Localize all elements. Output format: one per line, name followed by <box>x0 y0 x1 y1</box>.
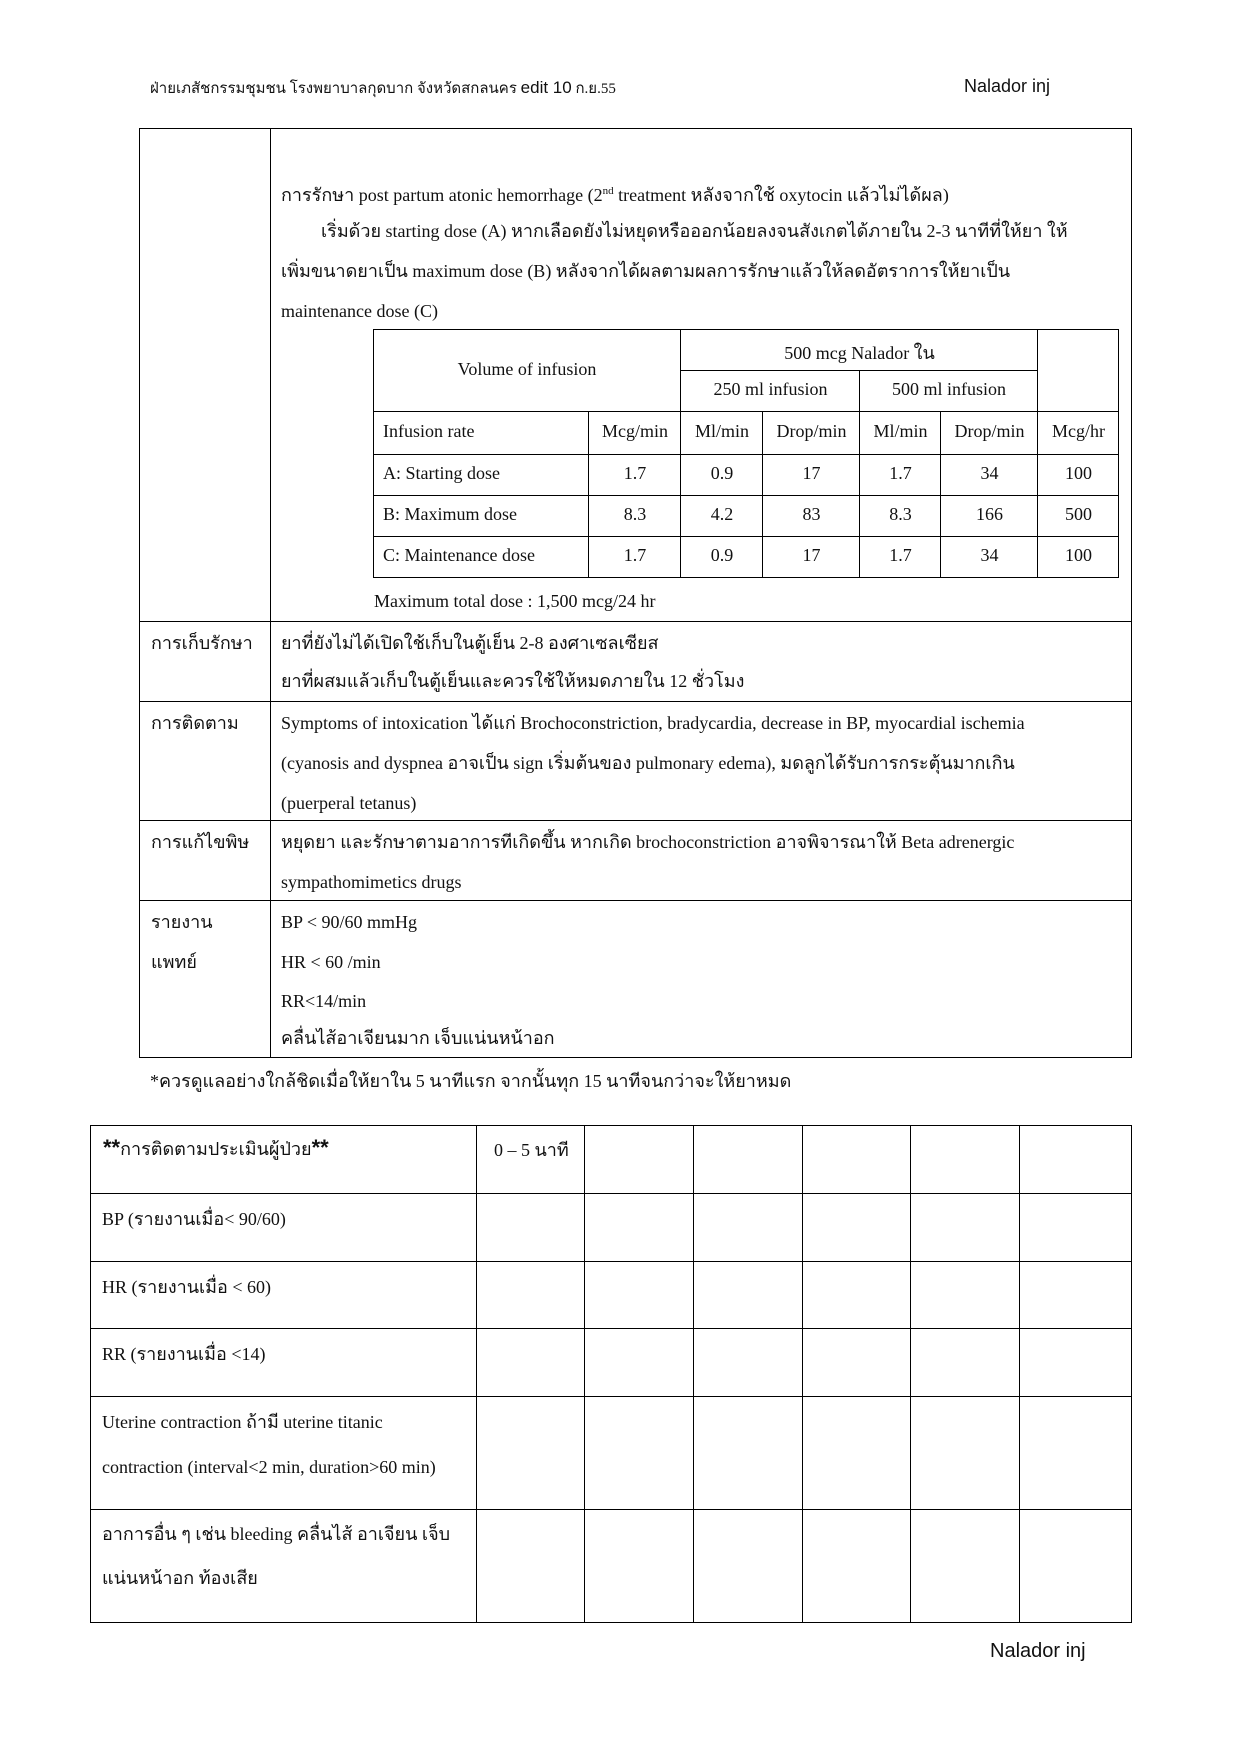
report-label-2: แพทย์ <box>151 952 197 972</box>
dose-cell: 0.9 <box>710 545 734 565</box>
antidote-label: การแก้ไขพิษ <box>151 832 250 852</box>
page-header-right: Nalador inj <box>964 76 1051 96</box>
column-divider <box>270 129 271 1057</box>
col-header-drop-min-250: Drop/min <box>776 421 847 441</box>
row-divider <box>140 621 1131 622</box>
col-header-mcg-hr: Mcg/hr <box>1052 421 1105 441</box>
assessment-row-rr: RR (รายงานเมื่อ <14) <box>102 1344 266 1364</box>
col-header-mcg-min: Mcg/min <box>602 421 668 441</box>
dose-row-label: C: Maintenance dose <box>383 545 535 565</box>
infusion-500-header: 500 ml infusion <box>891 379 1006 399</box>
assessment-row-hr: HR (รายงานเมื่อ < 60) <box>102 1277 271 1297</box>
col-header-drop-min-500: Drop/min <box>954 421 1025 441</box>
close-monitoring-note: *ควรดูแลอย่างใกล้ชิดเมื่อให้ยาใน 5 นาทีแรก จากนั้นทุก 15 นาทีจนกว่าจะให้ยาหมด <box>150 1071 792 1091</box>
page-footer: Nalador inj <box>990 1640 1086 1662</box>
treatment-line-1: การรักษา post partum atonic hemorrhage (2nd treatment หลังจากใช้ oxytocin แล้วไม่ได้ผล) <box>281 185 949 205</box>
assessment-row-other-1: อาการอื่น ๆ เช่น bleeding คลื่นไส้ อาเจียน เจ็บ <box>102 1524 451 1544</box>
dose-cell: 34 <box>980 545 999 565</box>
monitoring-label: การติดตาม <box>151 713 239 733</box>
dose-cell: 1.7 <box>889 545 912 565</box>
dose-cell: 17 <box>802 463 821 483</box>
assessment-row-other-2: แน่นหน้าอก ท้องเสีย <box>102 1568 258 1588</box>
report-item-symptoms: คลื่นไส้อาเจียนมาก เจ็บแน่นหน้าอก <box>281 1028 555 1048</box>
report-label-1: รายงาน <box>151 912 213 932</box>
dose-cell: 1.7 <box>623 463 647 483</box>
dose-cell: 34 <box>980 463 999 483</box>
storage-line-2: ยาที่ผสมแล้วเก็บในตู้เย็นและควรใช้ให้หมดภายใน 12 ชั่วโมง <box>281 671 745 691</box>
assessment-row-bp: BP (รายงานเมื่อ< 90/60) <box>102 1209 286 1229</box>
row-divider <box>140 701 1131 702</box>
max-total-dose: Maximum total dose : 1,500 mcg/24 hr <box>374 591 656 611</box>
report-item-rr: RR<14/min <box>281 991 367 1011</box>
infusion-250-header: 250 ml infusion <box>713 379 828 399</box>
header-edit: edit 10 <box>520 78 572 97</box>
dose-cell: 4.2 <box>710 504 734 524</box>
dose-cell: 1.7 <box>889 463 912 483</box>
storage-label: การเก็บรักษา <box>151 633 253 653</box>
dose-cell: 83 <box>802 504 821 524</box>
dose-cell: 100 <box>1065 545 1092 565</box>
treatment-line-3: เพิ่มขนาดยาเป็น maximum dose (B) หลังจากได้ผลตามผลการรักษาแล้วให้ลดอัตราการให้ยาเป็น <box>281 261 1011 281</box>
monitoring-line-3: (puerperal tetanus) <box>281 793 417 813</box>
dose-cell: 8.3 <box>623 504 647 524</box>
dose-row-label: B: Maximum dose <box>383 504 517 524</box>
dose-cell: 8.3 <box>889 504 912 524</box>
col-header-ml-min-500: Ml/min <box>873 421 928 441</box>
volume-of-infusion-header: Volume of infusion <box>457 359 597 379</box>
monitoring-line-1: Symptoms of intoxication ได้แก่ Brochoconstriction, bradycardia, decrease in BP, myocardial ischemia <box>281 713 1025 733</box>
assessment-row-uterine-2: contraction (interval<2 min, duration>60 min) <box>102 1457 436 1477</box>
monitoring-line-2: (cyanosis and dyspnea อาจเป็น sign เริ่มต้นของ pulmonary edema), มดลูกได้รับการกระตุ้นมากเกิน <box>281 753 1015 773</box>
treatment-line-2: เริ่มด้วย starting dose (A) หากเลือดยังไม่หยุดหรือออกน้อยลงจนสังเกตได้ภายใน 2-3 นาทีที่ให้ยา ให้ <box>321 221 1068 241</box>
antidote-line-2: sympathomimetics drugs <box>281 872 462 892</box>
dose-cell: 17 <box>802 545 821 565</box>
col-header-infusion-rate: Infusion rate <box>383 421 475 441</box>
header-date: ก.ย.55 <box>575 81 616 97</box>
treatment-line-4: maintenance dose (C) <box>281 301 438 321</box>
dose-cell: 1.7 <box>623 545 647 565</box>
dose-row-label: A: Starting dose <box>383 463 500 483</box>
report-item-bp: BP < 90/60 mmHg <box>281 912 418 932</box>
assessment-row-uterine-1: Uterine contraction ถ้ามี uterine titanic <box>102 1412 383 1432</box>
row-divider <box>140 820 1131 821</box>
dose-cell: 166 <box>976 504 1003 524</box>
antidote-line-1: หยุดยา และรักษาตามอาการทีเกิดขึ้น หากเกิด brochoconstriction อาจพิจารณาให้ Beta adrenergic <box>281 832 1015 852</box>
patient-assessment-table <box>90 1125 1132 1623</box>
nalador-group-header: 500 mcg Nalador ใน <box>784 343 935 363</box>
dose-cell: 500 <box>1065 504 1092 524</box>
assessment-grid <box>90 1125 1132 1623</box>
col-header-ml-min-250: Ml/min <box>694 421 749 441</box>
row-divider <box>140 900 1131 901</box>
report-item-hr: HR < 60 /min <box>281 952 381 972</box>
page-header-left <box>150 76 616 100</box>
storage-line-1: ยาที่ยังไม่ได้เปิดใช้เก็บในตู้เย็น 2-8 องศาเซลเซียส <box>281 633 659 653</box>
dose-cell: 100 <box>1065 463 1092 483</box>
drug-info-table <box>139 128 1132 1058</box>
infusion-dose-table <box>373 329 1119 579</box>
dose-cell: 0.9 <box>710 463 734 483</box>
header-department: ฝ่ายเภสัชกรรมชุมชน โรงพยาบาลกุดบาก จังหวัดสกลนคร <box>150 81 517 97</box>
assessment-first-interval: 0 – 5 นาที <box>494 1140 569 1160</box>
assessment-title: **การติดตามประเมินผู้ป่วย** <box>103 1135 329 1160</box>
